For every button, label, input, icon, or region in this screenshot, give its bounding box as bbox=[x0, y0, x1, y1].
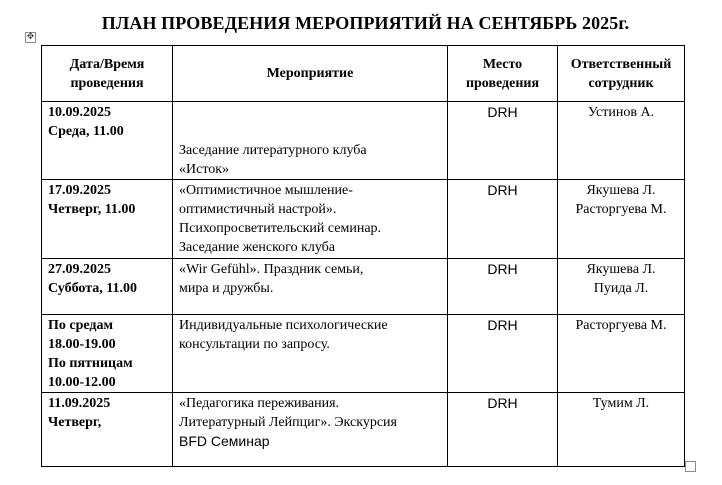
date-line: 11.09.2025 bbox=[48, 396, 111, 411]
event-line: Литературный Лейпциг». Экскурсия bbox=[179, 415, 397, 430]
header-responsible-line: сотрудник bbox=[588, 75, 654, 91]
table-row bbox=[42, 393, 685, 467]
table-row bbox=[42, 102, 685, 180]
responsible-line: Якушева Л. bbox=[586, 262, 656, 277]
header-place bbox=[448, 46, 558, 102]
event-line: оптимистичный настрой». bbox=[179, 202, 337, 217]
row-date bbox=[42, 393, 173, 467]
row-place: DRH bbox=[448, 315, 558, 393]
header-place-line: Место bbox=[482, 56, 523, 72]
event-line: «Оптимистичное мышление- bbox=[179, 183, 353, 198]
row-event bbox=[173, 102, 448, 180]
table-row bbox=[42, 315, 685, 393]
event-line: «Исток» bbox=[179, 162, 230, 177]
event-line: мира и дружбы. bbox=[179, 281, 274, 296]
header-date-line: Дата/Время bbox=[69, 56, 145, 72]
table-header-row bbox=[42, 46, 685, 102]
row-event bbox=[173, 259, 448, 315]
row-place: DRH bbox=[448, 102, 558, 180]
table-resize-handle-icon[interactable] bbox=[685, 461, 696, 472]
row-date bbox=[42, 315, 173, 393]
header-responsible-line: Ответственный bbox=[570, 56, 672, 72]
date-line: 27.09.2025 bbox=[48, 262, 111, 277]
row-date bbox=[42, 102, 173, 180]
row-responsible bbox=[558, 315, 685, 393]
event-line: «Wir Gefühl». Праздник семьи, bbox=[179, 262, 364, 277]
row-event bbox=[173, 315, 448, 393]
header-date-line: проведения bbox=[70, 75, 144, 91]
row-responsible bbox=[558, 180, 685, 259]
date-line: Четверг, bbox=[48, 415, 102, 430]
header-place-line: проведения bbox=[465, 75, 540, 91]
row-responsible bbox=[558, 259, 685, 315]
date-line: По пятницам bbox=[48, 356, 133, 371]
date-line: Суббота, 11.00 bbox=[48, 281, 137, 296]
responsible-line: Расторгуева М. bbox=[575, 202, 667, 217]
row-place: DRH bbox=[448, 259, 558, 315]
table-row bbox=[42, 180, 685, 259]
header-date bbox=[42, 46, 173, 102]
row-event bbox=[173, 180, 448, 259]
event-line: Заседание женского клуба bbox=[179, 240, 336, 255]
row-responsible bbox=[558, 102, 685, 180]
event-line: «Педагогика переживания. bbox=[179, 396, 340, 411]
date-line: 18.00-19.00 bbox=[48, 337, 116, 352]
document-title: ПЛАН ПРОВЕДЕНИЯ МЕРОПРИЯТИЙ НА СЕНТЯБРЬ 2025г. bbox=[101, 13, 630, 33]
date-line: По средам bbox=[48, 318, 114, 333]
responsible-line: Якушева Л. bbox=[586, 183, 656, 198]
text-cursor bbox=[684, 258, 685, 274]
event-line: Заседание литературного клуба bbox=[179, 143, 367, 158]
row-responsible bbox=[558, 393, 685, 467]
date-line: Среда, 11.00 bbox=[48, 124, 124, 139]
date-line: 17.09.2025 bbox=[48, 183, 111, 198]
header-responsible bbox=[558, 46, 685, 102]
header-event: Мероприятие bbox=[173, 46, 448, 102]
event-line: консультации по запросу. bbox=[179, 337, 330, 352]
events-plan-table bbox=[41, 45, 685, 467]
row-date bbox=[42, 180, 173, 259]
date-line: Четверг, 11.00 bbox=[48, 202, 136, 217]
responsible-line: Расторгуева М. bbox=[575, 318, 667, 333]
responsible-line: Тумим Л. bbox=[592, 396, 650, 411]
table-row bbox=[42, 259, 685, 315]
row-place: DRH bbox=[448, 180, 558, 259]
event-line: Психопросветительский семинар. bbox=[179, 221, 382, 236]
event-line: Индивидуальные психологические bbox=[179, 318, 388, 333]
row-event bbox=[173, 393, 448, 467]
responsible-line: Пуида Л. bbox=[593, 281, 649, 296]
table-move-handle-icon[interactable]: ✥ bbox=[26, 32, 35, 42]
row-place: DRH bbox=[448, 393, 558, 467]
row-date bbox=[42, 259, 173, 315]
date-line: 10.09.2025 bbox=[48, 105, 111, 120]
event-line: BFD Семинар bbox=[179, 433, 270, 449]
date-line: 10.00-12.00 bbox=[48, 375, 116, 390]
responsible-line: Устинов А. bbox=[587, 105, 655, 120]
